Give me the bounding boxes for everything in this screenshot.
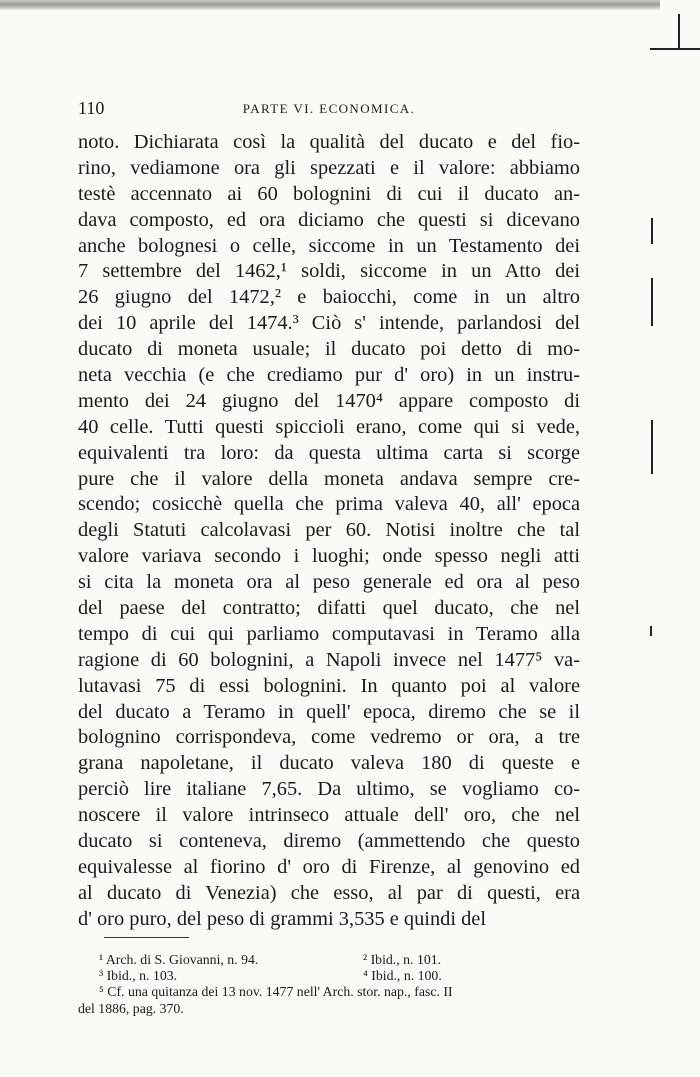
text-line: anche bolognesi o celle, siccome in un Testamento dei — [78, 234, 580, 257]
footnote-4: ⁴ Ibid., n. 100. — [363, 968, 442, 984]
text-line: bolognino corrispondeva, come vedremo or ora, a tre — [78, 726, 580, 749]
scan-margin-mark — [651, 218, 653, 244]
scan-margin-mark — [651, 420, 653, 474]
footnote-1: ¹ Arch. di S. Giovanni, n. 94. — [99, 952, 259, 967]
text-line: noto. Dichiarata così la qualità del ducato e del fio- — [78, 131, 580, 153]
text-line: dava composto, ed ora diciamo che questi si dicevano — [78, 208, 580, 231]
text-line: ducato di moneta usuale; il ducato poi detto di mo- — [78, 338, 580, 361]
text-line: si cita la moneta ora al peso generale ed ora al peso — [78, 571, 580, 594]
text-line: equivalenti tra loro: da questa ultima carta si scorge — [78, 441, 580, 464]
text-line: neta vecchia (e che crediamo pur d' oro) in un instru- — [78, 364, 580, 387]
text-line: 7 settembre del 1462,¹ soldi, siccome in un Atto dei — [78, 260, 580, 283]
scan-top-border — [0, 0, 660, 10]
scan-corner-mark — [650, 0, 700, 50]
text-line: noscere il valore intrinseco attuale dell' oro, che nel — [78, 804, 580, 827]
scan-margin-mark — [651, 278, 653, 326]
text-line: perciò lire italiane 7,65. Da ultimo, se vogliamo co- — [78, 778, 580, 801]
footnote-2: ² Ibid., n. 101. — [363, 952, 442, 967]
text-line: dei 10 aprile del 1474.³ Ciò s' intende, parlandosi del — [78, 312, 580, 335]
text-line: tempo di cui qui parliamo computavasi in Teramo alla — [78, 622, 580, 645]
text-line: testè accennato ai 60 bolognini di cui il ducato an- — [78, 182, 580, 205]
text-line: degli Statuti calcolavasi per 60. Notisi inoltre che tal — [78, 519, 580, 542]
text-line: 40 celle. Tutti questi spiccioli erano, come qui si vede, — [78, 415, 580, 438]
text-line: ragione di 60 bolognini, a Napoli invece nel 1477⁵ va- — [78, 648, 580, 671]
footnote-5-continuation: del 1886, pag. 370. — [78, 1000, 184, 1016]
text-line: 26 giugno del 1472,² e baiocchi, come in un altro — [78, 286, 580, 309]
text-line: grana napoletane, il ducato valeva 180 di queste e — [78, 752, 580, 775]
text-line: scendo; cosicchè quella che prima valeva 40, all' epoca — [78, 493, 580, 516]
text-line: del paese del contratto; difatti quel ducato, che nel — [78, 597, 580, 620]
text-line: del ducato a Teramo in quell' epoca, diremo che se il — [78, 700, 580, 723]
text-line: rino, vediamone ora gli spezzati e il valore: abbiamo — [78, 156, 580, 179]
text-line: equivalesse al fiorino d' oro di Firenze, al genovino ed — [78, 855, 580, 878]
text-line: valore variava secondo i luoghi; onde spesso negli atti — [78, 545, 580, 568]
footnote-3: ³ Ibid., n. 103. — [99, 968, 178, 984]
page-number: 110 — [78, 98, 105, 118]
footnote-5: ⁵ Cf. una quitanza dei 13 nov. 1477 nell' Arch. stor. nap., fasc. II — [99, 984, 453, 1000]
running-head: PARTE VI. ECONOMICA. — [242, 101, 416, 116]
footnotes — [78, 952, 580, 1017]
text-line: al ducato di Venezia) che esso, al par di questi, era — [78, 881, 580, 904]
page-header — [78, 98, 580, 122]
scan-margin-mark — [650, 626, 652, 636]
text-line: pure che il valore della moneta andava sempre cre- — [78, 467, 580, 490]
text-line: ducato si conteneva, diremo (ammettendo che questo — [78, 830, 580, 853]
text-line: d' oro puro, del peso di grammi 3,535 e quindi del — [78, 907, 487, 930]
footnote-rule — [104, 937, 189, 938]
text-line: mento dei 24 giugno del 1470⁴ appare composto di — [78, 389, 580, 412]
body-text — [78, 130, 580, 933]
text-line: lutavasi 75 di essi bolognini. In quanto poi al valore — [78, 674, 580, 697]
